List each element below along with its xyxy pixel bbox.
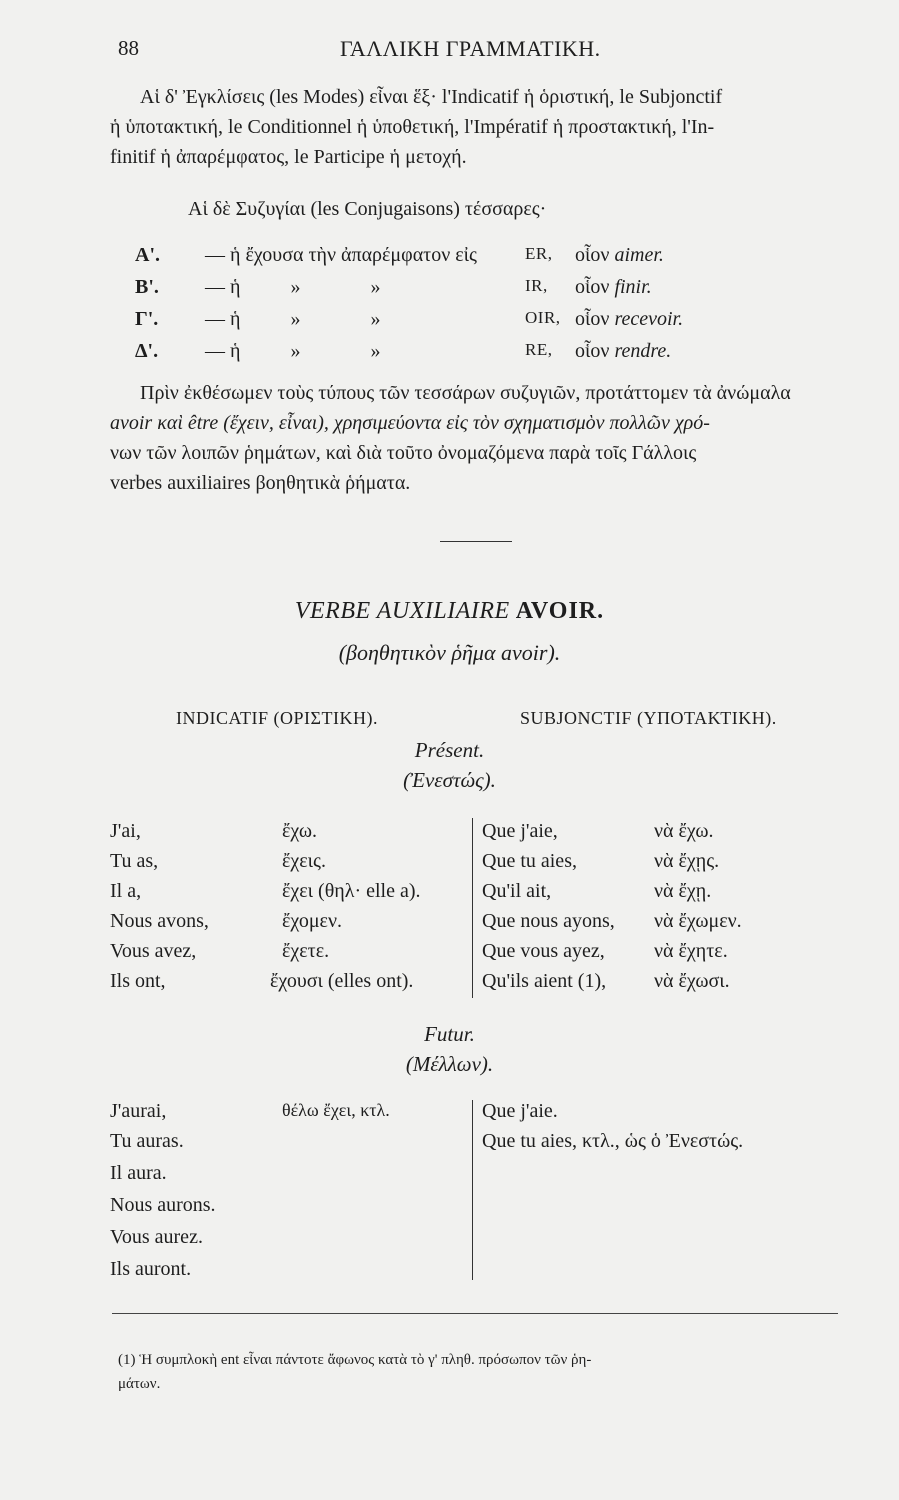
form-gr: νὰ ἔχητε. <box>654 940 728 962</box>
column-divider <box>472 818 473 998</box>
conjugation-row <box>135 340 735 370</box>
present-subjonctif-row <box>482 940 842 970</box>
form-gr: νὰ ἔχωσι. <box>654 970 730 992</box>
conjugation-example <box>575 276 652 299</box>
form-gr: νὰ ἔχω. <box>654 820 714 842</box>
form-gloss: θέλω ἔχει, κτλ. <box>282 1100 390 1120</box>
form-gr: ἔχομεν. <box>282 910 342 932</box>
present-indicatif-row <box>110 850 470 880</box>
form-fr: Que j'aie. <box>482 1100 558 1122</box>
form-gr: νὰ ἔχῃς. <box>654 850 720 872</box>
form-fr: Nous aurons. <box>110 1194 216 1216</box>
conjugation-example <box>575 244 664 267</box>
present-subjonctif-row <box>482 880 842 910</box>
subjonctif-header: SUBJONCTIF (ΥΠΟΤΑΚΤΙΚΗ). <box>520 708 777 728</box>
form-fr: Il a, <box>110 880 142 902</box>
indicatif-header: INDICATIF (ΟΡΙΣΤΙΚΗ). <box>176 708 378 728</box>
form-fr: Que tu aies, κτλ., ὡς ὁ Ἐνεστώς. <box>482 1130 744 1152</box>
present-subjonctif-row <box>482 970 842 1000</box>
example-prefix: οἷον <box>575 308 615 330</box>
form-fr: Que nous ayons, <box>482 910 615 932</box>
futur-indicatif-row <box>110 1258 470 1288</box>
form-fr: Tu auras. <box>110 1130 184 1152</box>
form-fr: J'ai, <box>110 820 141 842</box>
footnote-rule <box>112 1313 838 1314</box>
example-verb: aimer. <box>614 244 664 266</box>
form-fr: Ils ont, <box>110 970 166 992</box>
conjugation-ending: OIR, <box>525 308 561 327</box>
tense-futur-gr: (Μέλλων). <box>405 1052 494 1076</box>
example-prefix: οἷον <box>575 340 615 362</box>
page-header <box>118 36 839 66</box>
conjugation-row <box>135 276 735 306</box>
section-divider <box>440 541 512 542</box>
conjugation-number: Β'. <box>135 276 159 298</box>
futur-subjonctif-row <box>482 1130 842 1160</box>
example-verb: rendre. <box>614 340 672 362</box>
futur-indicatif-row <box>110 1162 470 1192</box>
present-indicatif-row <box>110 880 470 910</box>
tense-futur-fr: Futur. <box>424 1022 475 1046</box>
form-fr: Tu as, <box>110 850 159 872</box>
column-divider <box>472 1100 473 1280</box>
form-fr: Vous aurez. <box>110 1226 203 1248</box>
present-indicatif-row <box>110 820 470 850</box>
form-fr: J'aurai, <box>110 1100 167 1122</box>
form-gr: ἔχεις. <box>282 850 326 872</box>
conjugation-description: — ἡ ἔχουσα τὴν ἀπαρέμφατον εἰς <box>205 244 477 266</box>
conjugation-number: Δ'. <box>135 340 159 362</box>
form-fr: Qu'il ait, <box>482 880 552 902</box>
page-number: 88 <box>118 36 139 60</box>
section-title-italic: VERBE AUXILIAIRE <box>294 598 510 624</box>
auxiliary-paragraph <box>110 378 846 498</box>
futur-indicatif-row <box>110 1130 470 1160</box>
form-fr: Vous avez, <box>110 940 197 962</box>
present-subjonctif-row <box>482 910 842 940</box>
conjugation-example <box>575 340 671 363</box>
form-gr: νὰ ἔχῃ. <box>654 880 712 902</box>
futur-indicatif-row <box>110 1194 470 1224</box>
form-fr: Qu'ils aient (1), <box>482 970 607 992</box>
form-gr: ἔχετε. <box>282 940 330 962</box>
footnote <box>118 1348 830 1396</box>
conjugation-description: — ἡ » » <box>205 308 381 330</box>
footnote-line: μάτων. <box>118 1376 161 1392</box>
section-subtitle: (βοηθητικὸν ῥῆμα avoir). <box>338 640 561 665</box>
conjugation-ending: IR, <box>525 276 548 295</box>
section-title-bold: AVOIR. <box>515 598 605 624</box>
form-gr: ἔχω. <box>282 820 317 842</box>
conjugation-ending: ER, <box>525 244 553 263</box>
tense-present-fr: Présent. <box>414 738 485 762</box>
paragraph-line: Πρὶν ἐκθέσωμεν τοὺς τύπους τῶν τεσσάρων συζυγιῶν, προτάττομεν τὰ ἀνώμαλα <box>140 382 791 404</box>
paragraph-line: Αἱ δ' Ἐγκλίσεις (les Modes) εἶναι ἕξ· l'Indicatif ἡ ὁριστική, le Subjonctif <box>140 86 723 108</box>
paragraph-line: ἡ ὑποτακτική, le Conditionnel ἡ ὑποθετική, l'Impératif ἡ προστακτική, l'In- <box>110 116 715 138</box>
form-fr: Il aura. <box>110 1162 167 1184</box>
present-subjonctif-row <box>482 850 842 880</box>
present-indicatif-row <box>110 910 470 940</box>
conjugation-description: — ἡ » » <box>205 340 381 362</box>
tense-present-gr: (Ἐνεστώς). <box>403 768 496 792</box>
form-gr: νὰ ἔχωμεν. <box>654 910 742 932</box>
paragraph-line: finitif ἡ ἀπαρέμφατος, le Participe ἡ μετοχή. <box>110 146 467 168</box>
present-indicatif-row <box>110 970 470 1000</box>
conjugation-number: Γ'. <box>135 308 159 330</box>
paragraph-line: νων τῶν λοιπῶν ῥημάτων, καὶ διὰ τοῦτο ὀνομαζόμενα παρὰ τοῖς Γάλλοις <box>110 442 697 464</box>
form-fr: Ils auront. <box>110 1258 192 1280</box>
conjugation-row <box>135 308 735 338</box>
form-fr: Que vous ayez, <box>482 940 605 962</box>
form-fr: Que tu aies, <box>482 850 577 872</box>
modes-paragraph <box>110 82 846 172</box>
present-indicatif-row <box>110 940 470 970</box>
futur-indicatif-row <box>110 1226 470 1256</box>
conjugation-ending: RE, <box>525 340 553 359</box>
example-verb: finir. <box>614 276 652 298</box>
section-title <box>0 598 899 625</box>
futur-subjonctif-row <box>482 1100 842 1130</box>
running-head: ΓΑΛΛΙΚΗ ΓΡΑΜΜΑΤΙΚΗ. <box>340 36 601 61</box>
conjugation-example <box>575 308 683 331</box>
form-gr: ἔχει (θηλ· elle a). <box>282 880 421 902</box>
paragraph-line: avoir καὶ être (ἔχειν, εἶναι), χρησιμεύοντα εἰς τὸν σχηματισμὸν πολλῶν χρό- <box>110 412 710 434</box>
conjugation-description: — ἡ » » <box>205 276 381 298</box>
present-subjonctif-row <box>482 820 842 850</box>
futur-indicatif-row <box>110 1100 470 1130</box>
conjugations-intro: Αἱ δὲ Συζυγίαι (les Conjugaisons) τέσσαρες· <box>188 198 547 220</box>
form-gr: ἔχουσι (elles ont). <box>270 970 414 992</box>
example-prefix: οἷον <box>575 276 615 298</box>
form-fr: Nous avons, <box>110 910 209 932</box>
form-fr: Que j'aie, <box>482 820 558 842</box>
example-prefix: οἷον <box>575 244 615 266</box>
paragraph-line: verbes auxiliaires βοηθητικὰ ῥήματα. <box>110 472 411 494</box>
footnote-line: (1) Ἡ συμπλοκὴ ent εἶναι πάντοτε ἄφωνος κατὰ τὸ γ' πληθ. πρόσωπον τῶν ῥη- <box>118 1352 592 1368</box>
example-verb: recevoir. <box>614 308 684 330</box>
conjugation-number: Α'. <box>135 244 160 266</box>
conjugation-row <box>135 244 735 274</box>
